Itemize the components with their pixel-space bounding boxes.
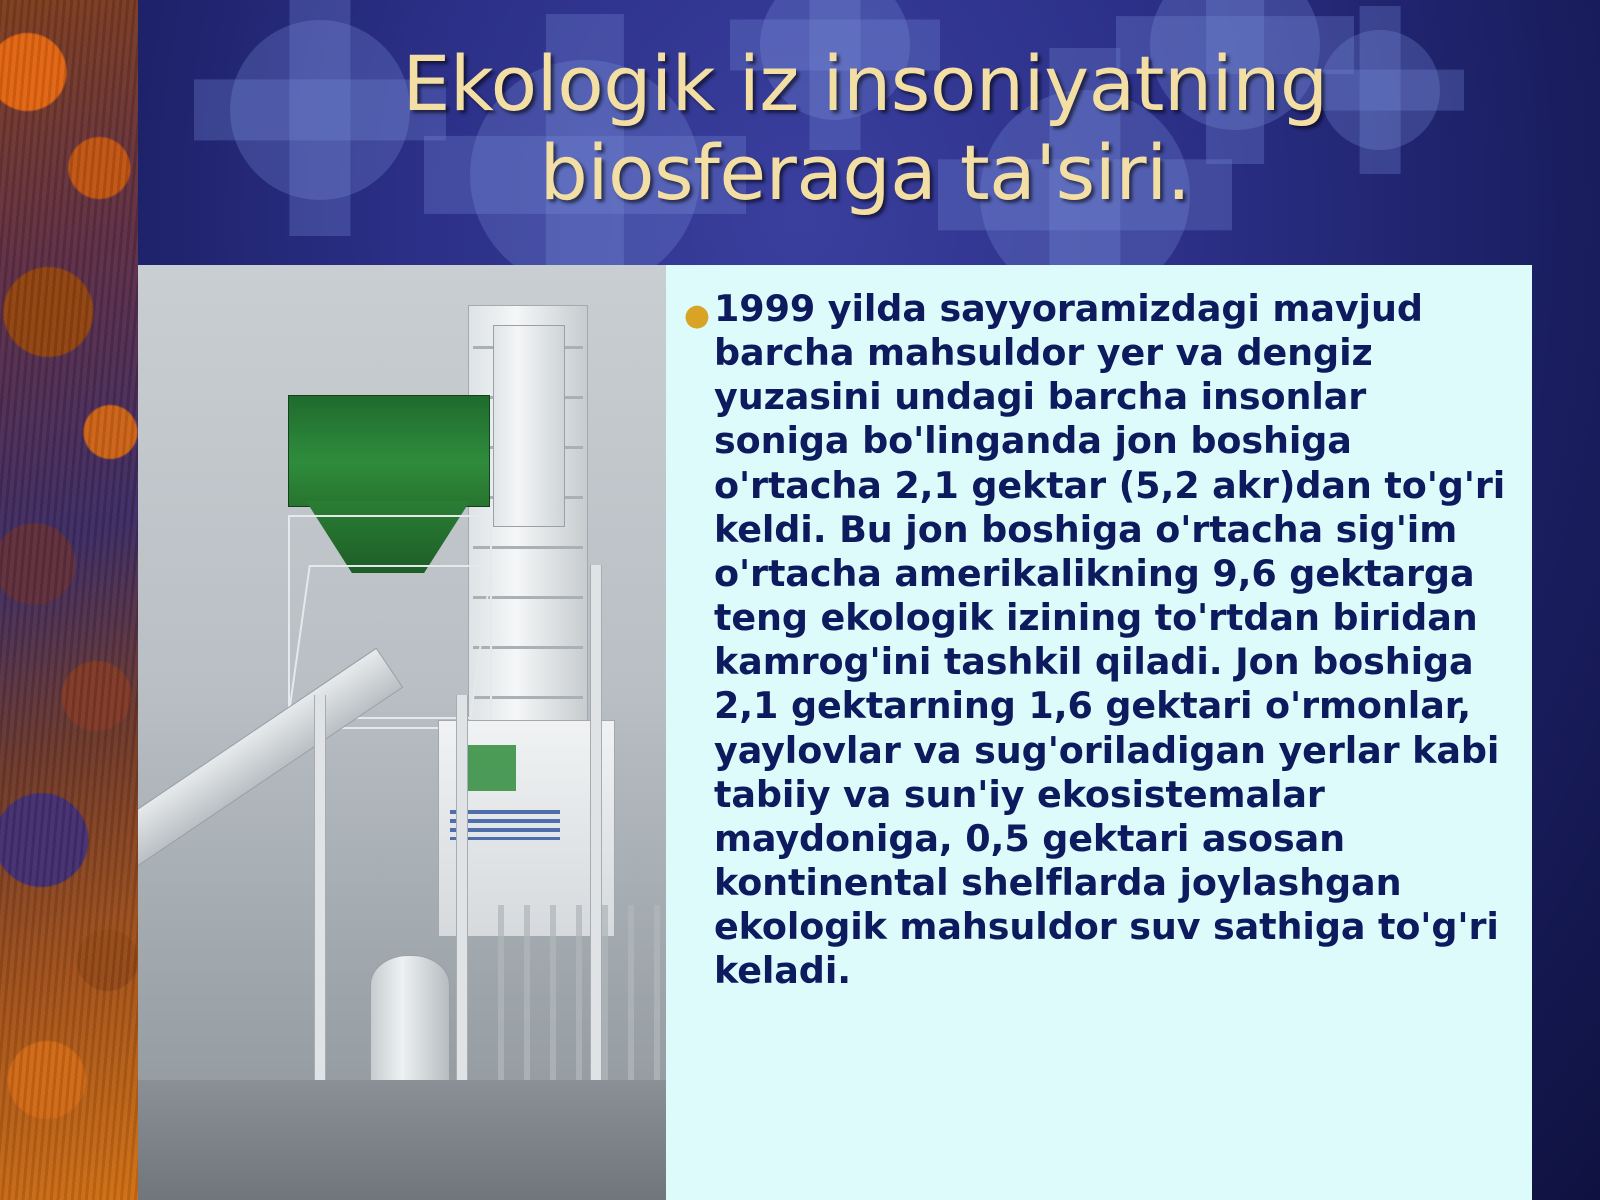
- image-green-hopper: [288, 395, 490, 507]
- bullet-list-item: [666, 265, 1532, 994]
- slide-title: Ekologik iz insoniyatning biosferaga ta'siri.: [402, 39, 1328, 217]
- content-panel: [666, 265, 1532, 1200]
- body-paragraph: 1999 yilda sayyoramizdagi mavjud barcha mahsuldor yer va dengiz yuzasini undagi barcha insonlar soniga bo'linganda jon boshiga o'rtacha 2,1 gektar (5,2 akr)dan to'g'ri keldi. Bu jon boshiga o'rtacha sig'im o'rtacha amerikalikning 9,6 gektarga teng ekologik izining to'rtdan biridan kamrog'ini tashkil qiladi. Jon boshiga 2,1 gektarning 1,6 gektari o'rmonlar, yaylovlar va sug'oriladigan yerlar kabi tabiiy va sun'iy ekosistemalar maydoniga, 0,5 gektari asosan kontinental shelflarda joylashgan ekologik mahsuldor suv sathiga to'g'ri keladi.: [714, 287, 1506, 993]
- slide-image: [138, 265, 666, 1200]
- left-decorative-strip: [0, 0, 138, 1200]
- bullet-marker-icon: ●: [683, 298, 711, 333]
- image-support-leg: [590, 565, 602, 1165]
- image-silo: [493, 325, 565, 527]
- image-ground: [138, 1080, 666, 1200]
